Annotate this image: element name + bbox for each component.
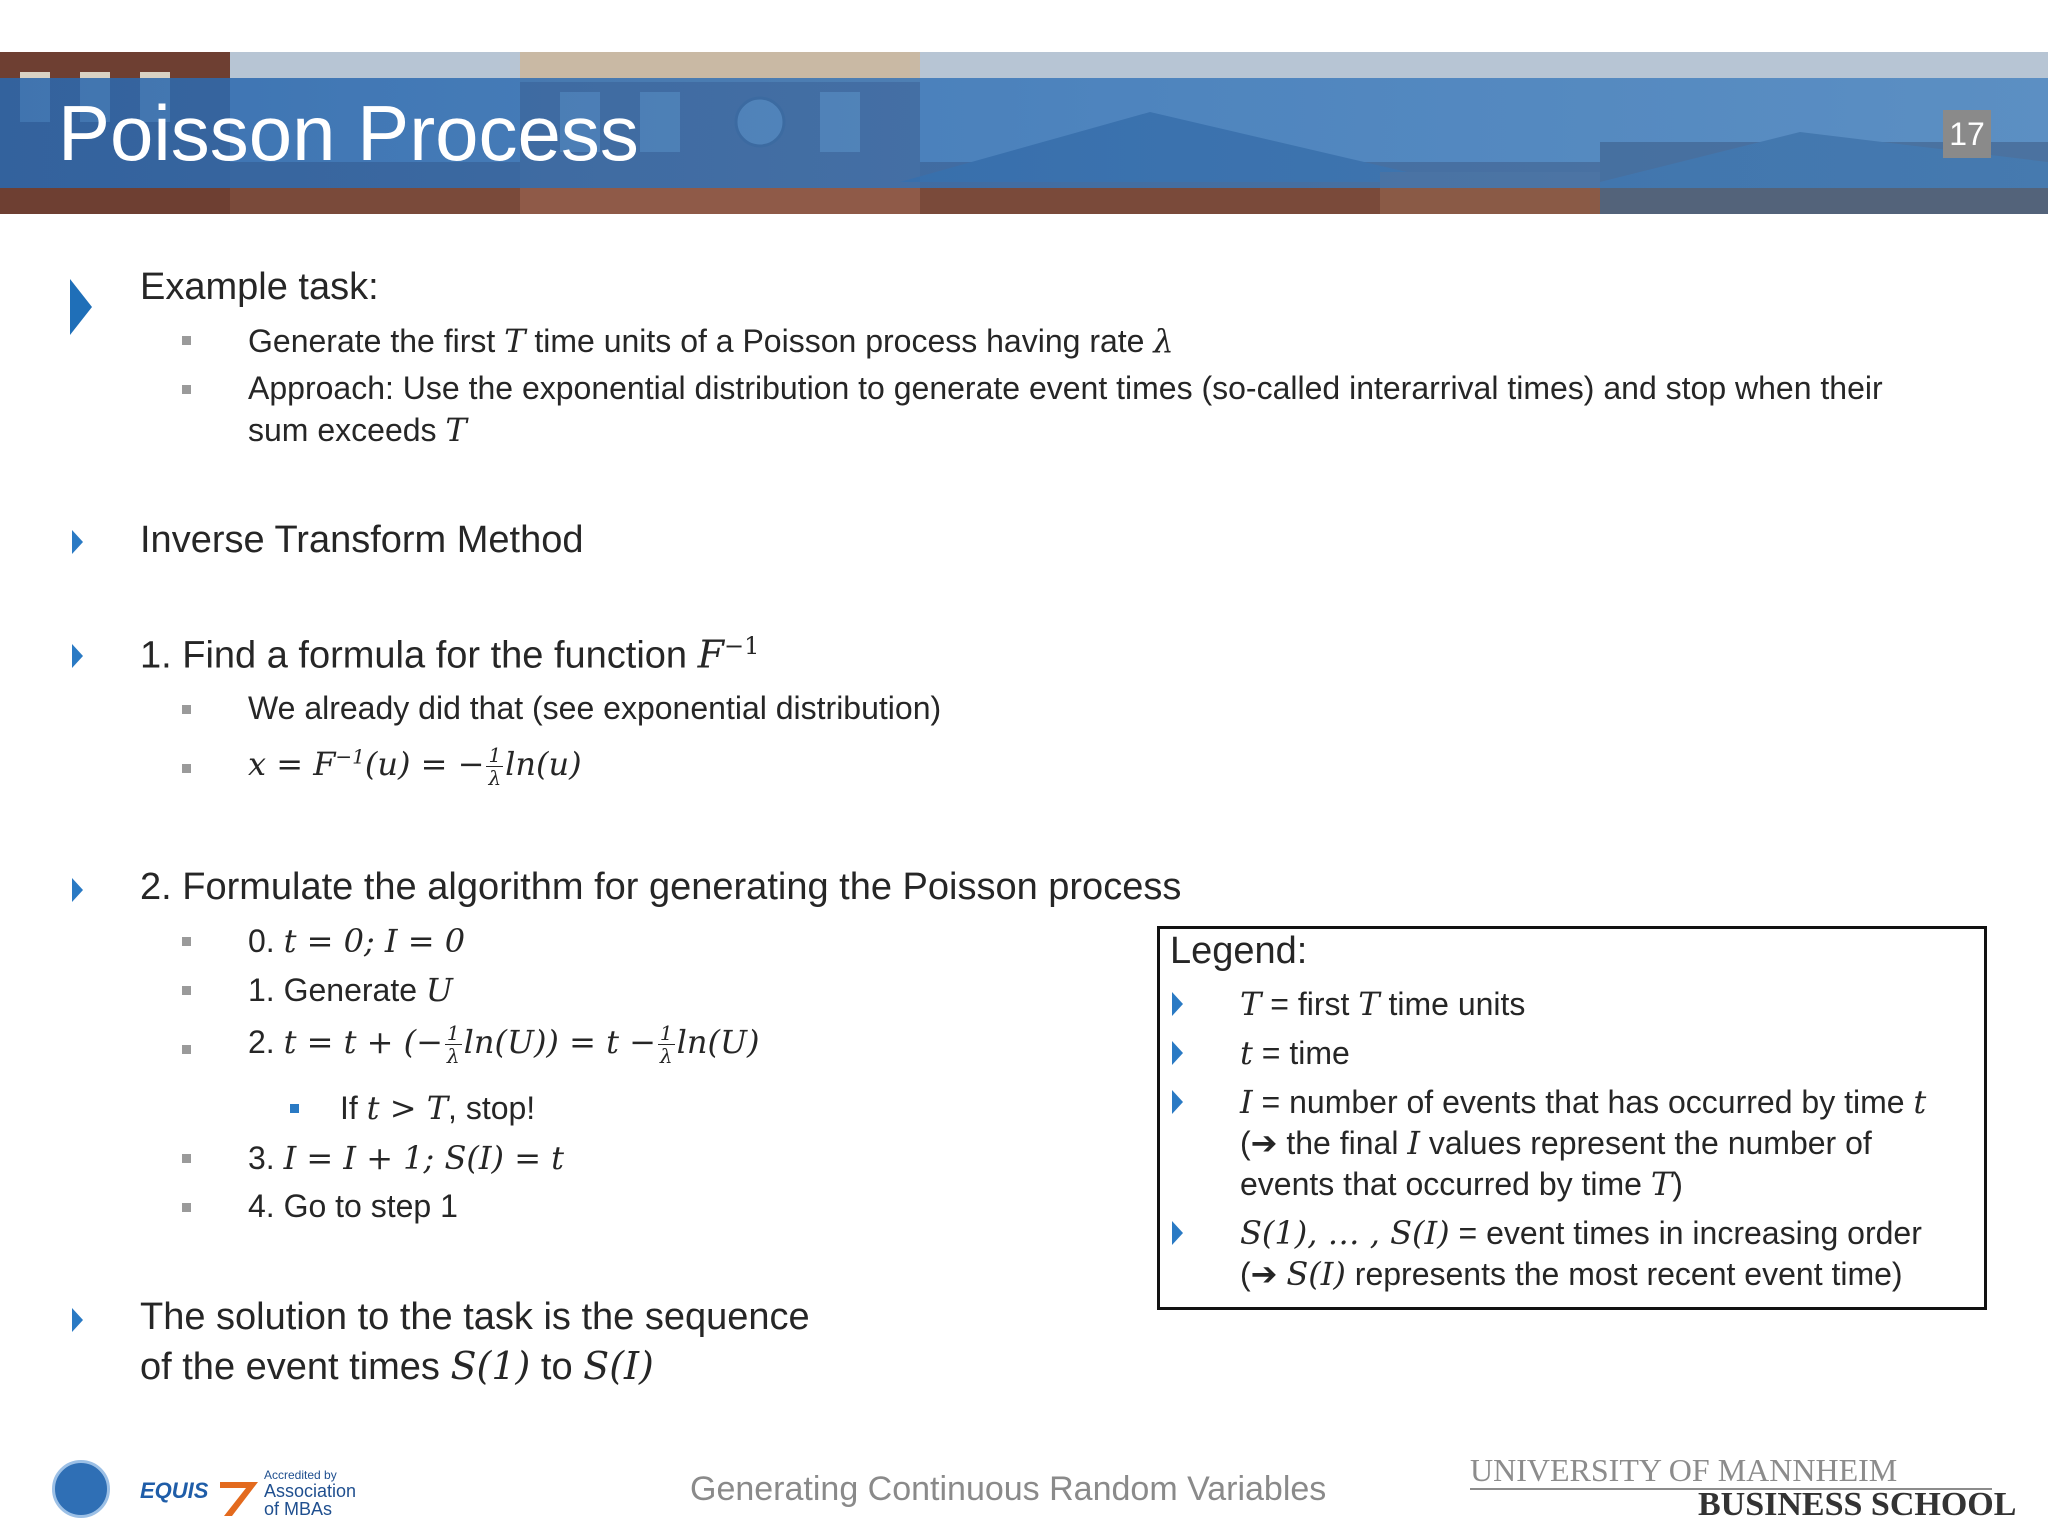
bullet-arrow-icon <box>1172 1041 1183 1065</box>
legend-item-T: T = first T time units <box>1240 985 1526 1023</box>
legend-item-S-line2: (➔ S(I) represents the most recent event time) <box>1240 1255 1903 1293</box>
solution-line-1: The solution to the task is the sequence <box>140 1296 810 1338</box>
business-school-name: BUSINESS SCHOOL <box>1698 1486 2017 1523</box>
solution-line-2: of the event times S(1) to S(I) <box>140 1344 654 1388</box>
bullet-arrow-icon <box>1172 1090 1183 1114</box>
inverse-transform-heading: Inverse Transform Method <box>140 519 584 561</box>
bullet-arrow-icon <box>72 644 83 668</box>
step1-formula: $x = F^{-1}(u)$ = − $\frac{1}{\lambda}$ ln(u) <box>248 743 582 790</box>
bullet-arrow-icon <box>72 1308 83 1332</box>
legend-item-I-line3: events that occurred by time T) <box>1240 1165 1683 1203</box>
example-task-item-2-line1: Approach: Use the exponential distribution to generate event times (so-called interarrival times) and stop when their <box>248 370 1883 406</box>
bullet-square-icon <box>182 1045 191 1054</box>
bullet-arrow-icon <box>72 878 83 902</box>
algorithm-step-0: 0. t = 0; I = 0 <box>248 922 466 960</box>
bullet-square-icon <box>182 1154 191 1163</box>
bullet-square-icon <box>182 1203 191 1212</box>
bullet-square-icon <box>290 1104 299 1113</box>
university-name: UNIVERSITY OF MANNHEIM <box>1470 1452 1898 1488</box>
page-title: Poisson Process <box>58 89 639 177</box>
example-task-heading: Example task: <box>140 266 379 308</box>
legend-title: Legend: <box>1170 930 1308 972</box>
bullet-square-icon <box>182 986 191 995</box>
amba-logo-mark <box>218 1470 266 1518</box>
step1-item-1: We already did that (see exponential distribution) <box>248 690 942 726</box>
example-task-item-2-line2: sum exceeds T <box>248 411 467 449</box>
equis-logo: EQUIS <box>140 1478 209 1503</box>
aacsb-logo <box>52 1460 110 1518</box>
bullet-arrow-icon <box>72 530 83 554</box>
algorithm-step-4: 4. Go to step 1 <box>248 1188 458 1224</box>
footer-title: Generating Continuous Random Variables <box>690 1470 1327 1508</box>
bullet-arrow-icon <box>1172 992 1183 1016</box>
algorithm-step-3: 3. I = I + 1; S(I) = t <box>248 1139 565 1177</box>
bullet-arrow-icon <box>70 279 92 335</box>
step1-heading: 1. Find a formula for the function $F^{-1}$ <box>140 632 760 677</box>
page-number-badge: 17 <box>1943 110 1991 158</box>
bullet-square-icon <box>182 336 191 345</box>
example-task-item-1: Generate the first T time units of a Poisson process having rate λ <box>248 322 1174 360</box>
bullet-square-icon <box>182 937 191 946</box>
bullet-arrow-icon <box>1172 1221 1183 1245</box>
algorithm-step-1: 1. Generate U <box>248 971 453 1009</box>
algorithm-step-2-stop: If t > T, stop! <box>340 1089 536 1127</box>
algorithm-step-2: 2. t = t + (− $\frac{1}{\lambda}$ ln(U)) = t − $\frac{1}{\lambda}$ ln(U) <box>248 1021 760 1068</box>
bullet-square-icon <box>182 385 191 394</box>
bullet-square-icon <box>182 764 191 773</box>
bullet-square-icon <box>182 705 191 714</box>
amba-logo-text: Accredited by Association of MBAs <box>264 1468 357 1519</box>
legend-item-t: t = time <box>1240 1034 1350 1072</box>
legend-item-I-line1: I = number of events that has occurred by time t <box>1240 1083 1927 1121</box>
step2-heading: 2. Formulate the algorithm for generating the Poisson process <box>140 866 1182 908</box>
legend-item-I-line2: (➔ the final I values represent the number of <box>1240 1124 1872 1162</box>
legend-item-S-line1: S(1), … , S(I) = event times in increasing order <box>1240 1214 1922 1252</box>
